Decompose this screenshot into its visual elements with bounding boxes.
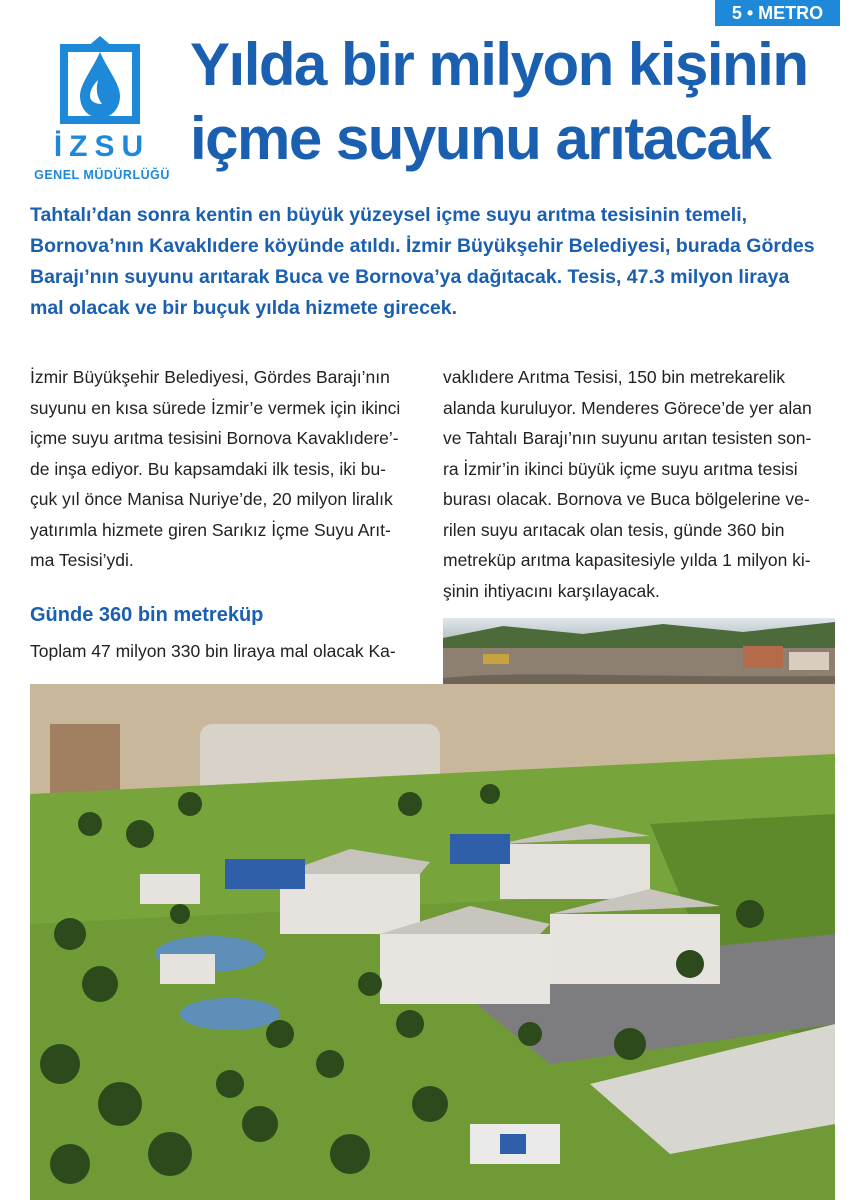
headline-line: içme suyunu arıtacak xyxy=(190,105,771,172)
body-column-left-continued xyxy=(30,636,450,667)
body-line: ma Tesisi’ydi. xyxy=(30,550,134,570)
lead-line: Barajı’nın suyunu arıtarak Buca ve Bornova’ya dağıtacak. Tesis, 47.3 milyon liraya xyxy=(30,266,790,288)
water-drop-icon xyxy=(58,34,142,130)
body-column-left xyxy=(30,362,430,576)
section-subheading: Günde 360 bin metreküp xyxy=(30,604,264,626)
body-line: rilen suyu arıtacak olan tesis, günde 360 bin xyxy=(443,519,785,540)
body-line: alanda kuruluyor. Menderes Görece’de yer alan xyxy=(443,397,812,418)
lead-line: mal olacak ve bir buçuk yılda hizmete girecek. xyxy=(30,297,458,319)
lead-line: Bornova’nın Kavaklıdere köyünde atıldı. İzmir Büyükşehir Belediyesi, burada Gördes xyxy=(30,235,815,257)
treatment-plant-model-photo xyxy=(30,684,835,1200)
body-column-right xyxy=(443,362,833,606)
body-line: çuk yıl önce Manisa Nuriye’de, 20 milyon liralık xyxy=(30,489,393,509)
body-line: ve Tahtalı Barajı’nın suyunu arıtan tesisten son- xyxy=(443,428,812,448)
body-line: ra İzmir’in ikinci büyük içme suyu arıtma tesisi xyxy=(443,458,798,479)
logo-subtitle: GENEL MÜDÜRLÜĞÜ xyxy=(34,168,170,182)
page-section-tag: 5 • METRO xyxy=(715,0,840,26)
body-line: suyunu en kısa sürede İzmir’e vermek için ikinci xyxy=(30,397,401,418)
body-line: İzmir Büyükşehir Belediyesi, Gördes Barajı’nın xyxy=(30,367,390,387)
logo-name: İZSU xyxy=(53,130,151,163)
article-headline xyxy=(190,28,840,176)
izsu-logo xyxy=(32,34,172,184)
body-line: de inşa ediyor. Bu kapsamdaki ilk tesis, iki bu- xyxy=(30,458,386,479)
lead-line: Tahtalı’dan sonra kentin en büyük yüzeysel içme suyu arıtma tesisinin temeli, xyxy=(30,204,748,226)
headline-line: Yılda bir milyon kişinin xyxy=(190,31,808,98)
body-line: vaklıdere Arıtma Tesisi, 150 bin metrekarelik xyxy=(443,367,786,387)
article-lead xyxy=(30,200,830,324)
body-line: Toplam 47 milyon 330 bin liraya mal olacak Ka- xyxy=(30,641,396,661)
body-line: metreküp arıtma kapasitesiyle yılda 1 milyon ki- xyxy=(443,550,811,570)
body-line: içme suyu arıtma tesisini Bornova Kavaklıdere’- xyxy=(30,428,399,448)
body-line: burası olacak. Bornova ve Buca bölgelerine ve- xyxy=(443,489,810,509)
body-line: şinin ihtiyacını karşılayacak. xyxy=(443,580,660,601)
body-line: yatırımla hizmete giren Sarıkız İçme Suyu Arıt- xyxy=(30,519,391,540)
